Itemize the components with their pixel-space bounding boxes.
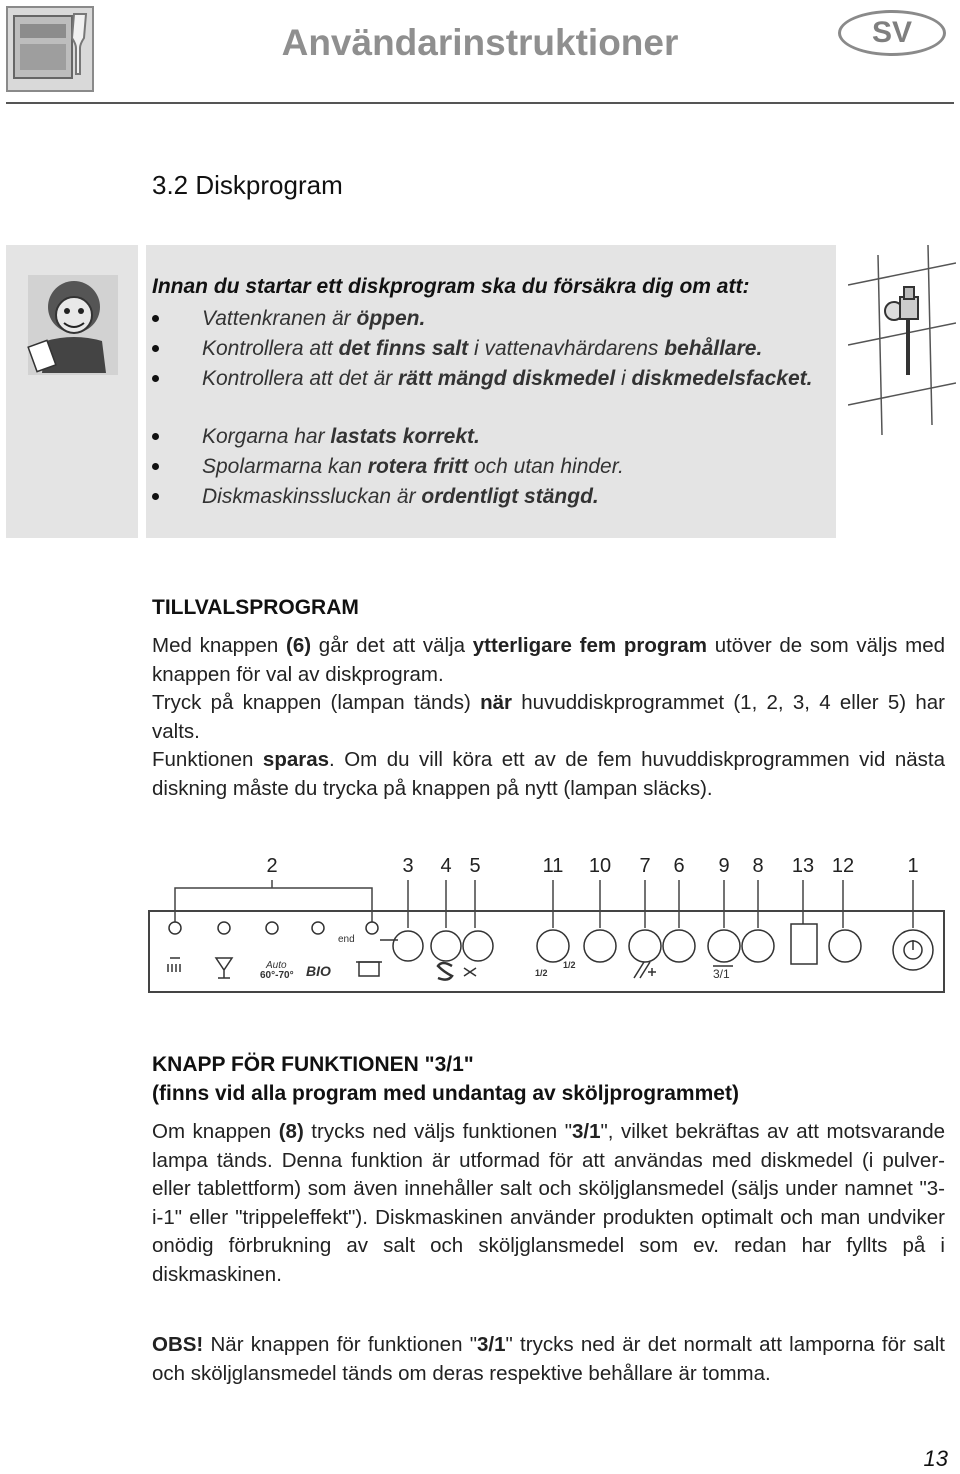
- three-in-one-label: 3/1: [713, 967, 730, 981]
- note-item: Korgarna har lastats korrekt.: [202, 425, 480, 448]
- control-panel-icons: [148, 910, 945, 993]
- note-item: Spolarmarna kan rotera fritt och utan hinder.: [202, 455, 624, 478]
- bullet-icon: [152, 493, 159, 500]
- cartoon-character-icon: [6, 245, 138, 538]
- bio-label: BIO: [306, 963, 331, 979]
- note-illustration-panel: [6, 245, 138, 538]
- obs-paragraph: OBS! När knappen för funktionen "3/1" trycks ned är det normalt att lamporna för salt och sköljglansmedel tänds om deras respektive behållare är tomma.: [152, 1333, 945, 1385]
- note-item: Kontrollera att det finns salt i vattenavhärdarens behållare.: [202, 337, 763, 360]
- panel-number: 9: [718, 855, 730, 877]
- header-title: Användarinstruktioner: [281, 22, 679, 63]
- bullet-icon: [152, 345, 159, 352]
- dishwasher-logo-icon: [6, 6, 94, 92]
- panel-number: 7: [639, 855, 651, 877]
- indicator-light-icon: [218, 922, 230, 934]
- note-item: Diskmaskinssluckan är ordentligt stängd.: [202, 485, 599, 508]
- header-divider: [6, 102, 954, 104]
- knapp-heading: KNAPP FÖR FUNKTIONEN "3/1": [152, 1053, 474, 1076]
- button-icon: [463, 931, 493, 961]
- half-load-label: 1/2: [535, 968, 548, 978]
- indicator-light-icon: [266, 922, 278, 934]
- panel-number: 5: [469, 855, 481, 877]
- language-badge: SV: [838, 10, 946, 56]
- bullet-icon: [152, 463, 159, 470]
- knapp-paragraph: Om knappen (8) trycks ned väljs funktionen "3/1", vilket bekräftas av att motsvarande lampa tänds. Denna funktion är utformad för att användas med diskmedel (i pulver- eller tablettform) som även innehåller salt och sköljglansmedel (säljs under namnet "3-i-1" eller "trippeleffekt"). Diskmaskinen använder produkten optimalt och man undviker onödig förbrukning av salt och sköljglansmedel som ev. redan har fyllts på i diskmaskinen.: [152, 1120, 946, 1286]
- half-load-label: 1/2: [563, 960, 576, 970]
- panel-number: 3: [402, 855, 414, 877]
- button-icon: [742, 930, 774, 962]
- tillval-paragraph-1: Med knappen (6) går det att välja ytterligare fem program utöver de som väljs med knappen för val av diskprogram.: [152, 634, 945, 686]
- button-icon: [537, 930, 569, 962]
- panel-number: 6: [673, 855, 685, 877]
- button-icon: [431, 931, 461, 961]
- indicator-light-icon: [366, 922, 378, 934]
- note-item: Vattenkranen är öppen.: [202, 307, 426, 330]
- tillval-paragraph-2: Tryck på knappen (lampan tänds) när huvuddiskprogrammet (1, 2, 3, 4 eller 5) har valts.: [152, 691, 945, 743]
- tillval-heading: TILLVALSPROGRAM: [152, 596, 359, 619]
- section-title: 3.2 Diskprogram: [152, 170, 343, 200]
- display-window-icon: [791, 924, 817, 964]
- panel-number: 1: [907, 855, 919, 877]
- indicator-light-icon: [169, 922, 181, 934]
- temperature-label: 60°-70°: [260, 970, 294, 981]
- panel-number: 8: [752, 855, 764, 877]
- bullet-icon: [152, 433, 159, 440]
- panel-number: 2: [266, 855, 278, 877]
- note-item: Kontrollera att det är rätt mängd diskmedel i diskmedelsfacket.: [202, 367, 813, 390]
- knapp-subheading: (finns vid alla program med undantag av sköljprogrammet): [152, 1082, 739, 1105]
- page-number: 13: [923, 1446, 948, 1471]
- tillval-paragraph-3: Funktionen sparas. Om du vill köra ett av de fem huvuddiskprogrammen vid nästa diskning måste du trycka på knappen på nytt (lampan släcks).: [152, 748, 945, 800]
- bullet-icon: [152, 375, 159, 382]
- note-heading: Innan du startar ett diskprogram ska du försäkra dig om att:: [152, 275, 750, 298]
- panel-number: 10: [588, 855, 612, 877]
- button-icon: [708, 930, 740, 962]
- button-icon: [829, 930, 861, 962]
- auto-label: Auto: [266, 960, 287, 971]
- panel-number: 11: [542, 855, 564, 877]
- water-tap-icon: [848, 245, 956, 435]
- button-icon: [629, 930, 661, 962]
- panel-number: 4: [440, 855, 452, 877]
- button-icon: [393, 931, 423, 961]
- indicator-light-icon: [312, 922, 324, 934]
- panel-number: 12: [831, 855, 855, 877]
- button-icon: [584, 930, 616, 962]
- bullet-icon: [152, 315, 159, 322]
- end-label: end: [338, 934, 355, 945]
- button-icon: [663, 930, 695, 962]
- panel-number: 13: [791, 855, 815, 877]
